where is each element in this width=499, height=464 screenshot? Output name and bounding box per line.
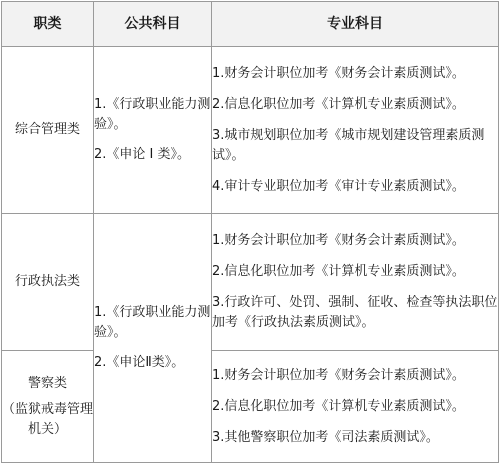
professional-subject-item: 2.信息化职位加考《计算机专业素质测试》。 — [212, 96, 465, 112]
row-administrative-enforcement — [2, 214, 499, 351]
professional-subject-item: 1.财务会计职位加考《财务会计素质测试》。 — [212, 367, 465, 383]
row-police — [2, 351, 499, 463]
shared-public-subjects-cell — [94, 214, 212, 463]
category-name: 警察类 — [27, 375, 67, 391]
public-subject-item: 2.《申论Ⅱ类》。 — [94, 355, 185, 370]
category-cell: 行政执法类 — [2, 214, 94, 351]
professional-subject-item: 2.信息化职位加考《计算机专业素质测试》。 — [212, 398, 465, 414]
professional-subject-item: 4.审计专业职位加考《审计专业素质测试》。 — [212, 178, 465, 194]
category-subtitle: （监狱戒毒管理机关） — [2, 401, 94, 437]
header-professional-subjects: 专业科目 — [212, 2, 499, 47]
category-cell: 综合管理类 — [2, 47, 94, 214]
professional-subject-item: 3.行政许可、处罚、强制、征收、检查等执法职位加考《行政执法素质测试》。 — [212, 295, 498, 330]
professional-subject-item: 1.财务会计职位加考《财务会计素质测试》。 — [212, 233, 465, 248]
header-category: 职类 — [2, 2, 94, 47]
professional-subject-item: 2.信息化职位加考《计算机专业素质测试》。 — [212, 264, 465, 279]
public-subjects-cell — [94, 47, 212, 214]
public-subject-item: 2.《申论 I 类》。 — [94, 147, 191, 162]
public-subject-item: 1.《行政职业能力测验》。 — [94, 305, 211, 340]
professional-subject-item: 3.其他警察职位加考《司法素质测试》。 — [212, 429, 439, 445]
professional-subject-item: 3.城市规划职位加考《城市规划建设管理素质测试》。 — [212, 127, 485, 163]
professional-subjects-cell — [212, 351, 499, 463]
row-comprehensive-management — [2, 47, 499, 214]
professional-subjects-cell — [212, 47, 499, 214]
header-row — [2, 2, 499, 47]
professional-subjects-cell — [212, 214, 499, 351]
exam-subjects-table — [1, 1, 499, 463]
header-public-subjects: 公共科目 — [94, 2, 212, 47]
category-cell — [2, 351, 94, 463]
professional-subject-item: 1.财务会计职位加考《财务会计素质测试》。 — [212, 65, 465, 81]
public-subject-item: 1.《行政职业能力测验》。 — [94, 97, 211, 132]
